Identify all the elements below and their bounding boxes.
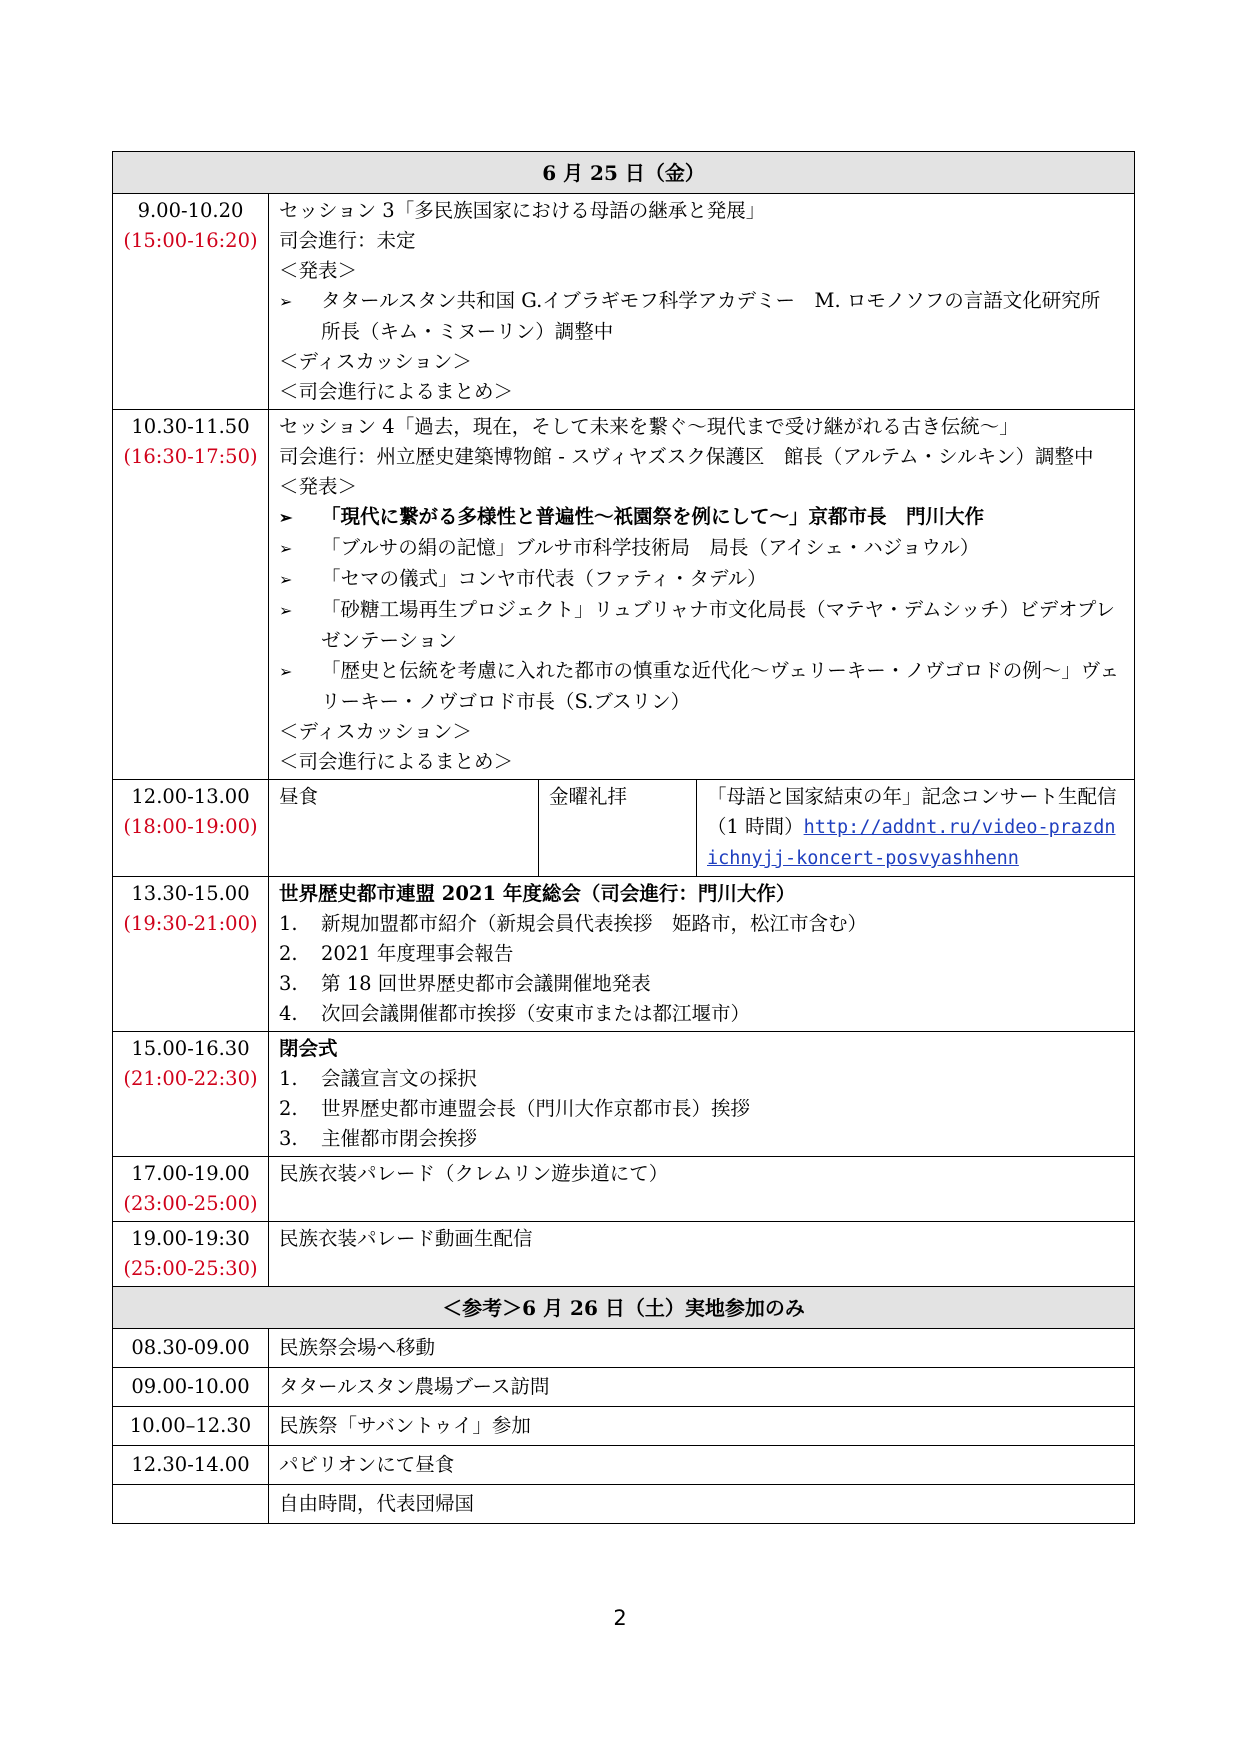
assembly-title: 世界歴史都市連盟 2021 年度総会（司会進行：門川大作）	[279, 882, 796, 905]
presentation-label: ＜発表＞	[279, 259, 358, 282]
activity-cell: 民族祭「サバントゥイ」参加	[269, 1407, 1135, 1446]
page-number: 2	[613, 1606, 627, 1630]
time-cell: 08.30-09.00	[113, 1329, 269, 1368]
list-item: 3. 第 18 回世界歴史都市会議開催地発表	[279, 972, 651, 995]
presentation-item: ➢ 「歴史と伝統を考慮に入れた都市の慎重な近代化～ヴェリーキー・ノヴゴロドの例～」ヴェリーキー・ノヴゴロド市長（S.ブスリン）	[279, 659, 1119, 713]
arrow-bullet-icon: ➢	[279, 508, 293, 527]
time-cell: 10.00–12.30	[113, 1407, 269, 1446]
moderator: 司会進行：未定	[279, 229, 416, 252]
time-cell	[113, 410, 269, 780]
list-item: 3. 主催都市閉会挨拶	[279, 1127, 478, 1150]
japan-time: (19:30-21:00)	[123, 912, 258, 935]
table-row	[113, 1446, 1135, 1485]
closing-cell	[269, 1032, 1135, 1157]
time-cell	[113, 1157, 269, 1222]
arrow-bullet-icon: ➢	[279, 292, 293, 311]
day-header-row	[113, 152, 1135, 194]
time-cell	[113, 1032, 269, 1157]
list-item: 2. 2021 年度理事会報告	[279, 942, 514, 965]
table-row	[113, 1407, 1135, 1446]
table-row	[113, 1485, 1135, 1524]
concert-cell	[697, 780, 1135, 877]
presentation-item: ➢ 「砂糖工場再生プロジェクト」リュブリャナ市文化局長（マテヤ・デムシッチ）ビデオプレゼンテーション	[279, 598, 1116, 652]
time-cell	[113, 1485, 269, 1524]
local-time: 17.00-19.00	[131, 1162, 250, 1185]
arrow-bullet-icon: ➢	[279, 570, 293, 589]
local-time: 15.00-16.30	[131, 1037, 250, 1060]
local-time: 10.30-11.50	[131, 415, 250, 438]
list-item: 2. 世界歴史都市連盟会長（門川大作京都市長）挨拶	[279, 1097, 751, 1120]
time-cell	[113, 1222, 269, 1287]
summary-label: ＜司会進行によるまとめ＞	[279, 380, 514, 403]
table-row	[113, 1368, 1135, 1407]
list-item: 4. 次回会議開催都市挨拶（安東市または都江堰市）	[279, 1002, 751, 1025]
discussion-label: ＜ディスカッション＞	[279, 350, 472, 373]
japan-time: (15:00-16:20)	[123, 229, 258, 252]
table-row	[113, 1157, 1135, 1222]
table-row	[113, 410, 1135, 780]
session-title: セッション 4「過去，現在，そして未来を繋ぐ～現代まで受け継がれる古き伝統～」	[279, 415, 1019, 438]
local-time: 12.00-13.00	[131, 785, 250, 808]
table-row	[113, 1032, 1135, 1157]
time-cell	[113, 780, 269, 877]
time-cell	[113, 194, 269, 410]
list-item: 1. 会議宣言文の採択	[279, 1067, 478, 1090]
presentation-item: ➢ 「ブルサの絹の記憶」ブルサ市科学技術局 局長（アイシェ・ハジョウル）	[279, 533, 1124, 564]
lunch-cell: 昼食	[269, 780, 539, 877]
arrow-bullet-icon: ➢	[279, 601, 293, 620]
activity-cell: タタールスタン農場ブース訪問	[269, 1368, 1135, 1407]
presentation-item: ➢ タタールスタン共和国 G.イブラギモフ科学アカデミー M. ロモノソフの言語文化研究所 所長（キム・ミヌーリン）調整中	[279, 289, 1120, 343]
japan-time: (16:30-17:50)	[123, 445, 258, 468]
discussion-label: ＜ディスカッション＞	[279, 720, 472, 743]
activity-cell: 民族祭会場へ移動	[269, 1329, 1135, 1368]
day-header: 6 月 25 日（金）	[113, 152, 1135, 194]
closing-title: 閉会式	[279, 1037, 338, 1060]
session-4-cell	[269, 410, 1135, 780]
time-cell	[113, 877, 269, 1032]
schedule-table	[112, 151, 1135, 1524]
japan-time: (25:00-25:30)	[123, 1257, 258, 1280]
summary-label: ＜司会進行によるまとめ＞	[279, 750, 514, 773]
moderator: 司会進行：州立歴史建築博物館 - スヴィヤズスク保護区 館長（アルテム・シルキン）調整中	[279, 445, 1094, 468]
list-item: 1. 新規加盟都市紹介（新規会員代表挨拶 姫路市，松江市含む）	[279, 912, 868, 935]
local-time: 9.00-10.20	[137, 199, 244, 222]
time-cell: 09.00-10.00	[113, 1368, 269, 1407]
presentation-item: ➢ 「現代に繋がる多様性と普遍性～祇園祭を例にして～」京都市長 門川大作	[279, 502, 1124, 533]
presentation-label: ＜発表＞	[279, 475, 358, 498]
japan-time: (18:00-19:00)	[123, 815, 258, 838]
arrow-bullet-icon: ➢	[279, 539, 293, 558]
time-cell: 12.30-14.00	[113, 1446, 269, 1485]
table-row	[113, 780, 1135, 877]
arrow-bullet-icon: ➢	[279, 662, 293, 681]
table-row	[113, 877, 1135, 1032]
general-assembly-cell	[269, 877, 1135, 1032]
local-time: 19.00-19:30	[131, 1227, 250, 1250]
reference-header-row	[113, 1287, 1135, 1329]
friday-prayer-cell: 金曜礼拝	[539, 780, 697, 877]
reference-header: ＜参考＞6 月 26 日（土）実地参加のみ	[113, 1287, 1135, 1329]
stream-cell: 民族衣装パレード動画生配信	[269, 1222, 1135, 1287]
local-time: 13.30-15.00	[131, 882, 250, 905]
schedule-page	[112, 151, 1134, 1524]
session-3-cell	[269, 194, 1135, 410]
activity-cell: 自由時間，代表団帰国	[269, 1485, 1135, 1524]
table-row	[113, 1222, 1135, 1287]
activity-cell: パビリオンにて昼食	[269, 1446, 1135, 1485]
concert-link[interactable]: http://addnt.ru/video-prazdnichnyjj-koncert-posvyashhenn	[707, 817, 1116, 869]
parade-cell: 民族衣装パレード（クレムリン遊歩道にて）	[269, 1157, 1135, 1222]
table-row	[113, 1329, 1135, 1368]
concert-text: 「母語と国家結束の年」記念コンサート生配信（1 時間）	[707, 785, 1117, 838]
presentation-item: ➢ 「セマの儀式」コンヤ市代表（ファティ・タデル）	[279, 564, 1124, 595]
japan-time: (23:00-25:00)	[123, 1192, 258, 1215]
session-title: セッション 3「多民族国家における母語の継承と発展」	[279, 199, 766, 222]
table-row	[113, 194, 1135, 410]
japan-time: (21:00-22:30)	[123, 1067, 258, 1090]
